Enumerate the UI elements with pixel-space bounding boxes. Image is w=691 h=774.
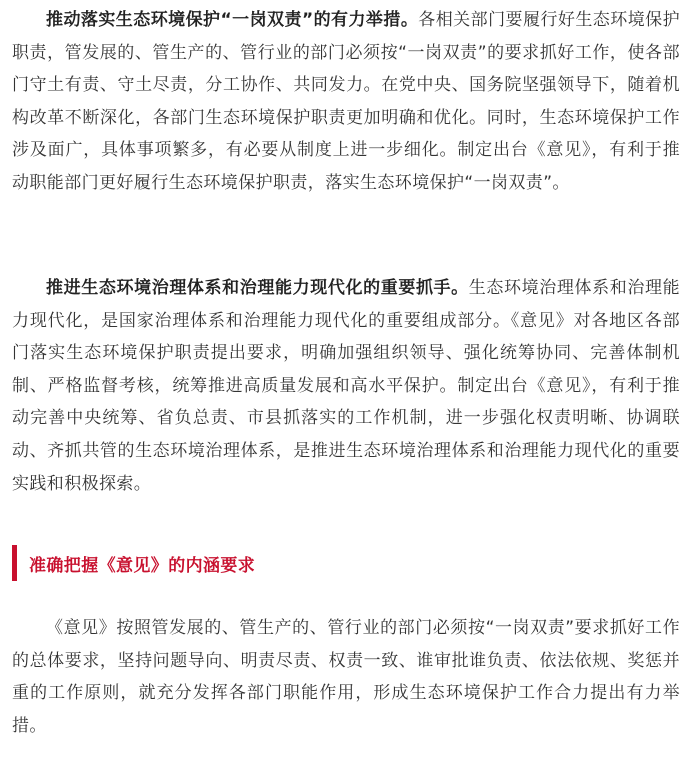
paragraph-text: 各相关部门要履行好生态环境保护职责，管发展的、管生产的、管行业的部门必须按“一岗双责”的要求抓好工作，使各部门守土有责、守土尽责，分工协作、共同发力。在党中央、国务院坚强领导下，随着机构改革不断深化，各部门生态环境保护职责更加明确和优化。同时，生态环境保护工作涉及面广，具体事项繁多，有必要从制度上进一步细化。制定出台《意见》，有利于推动职能部门更好履行生态环境保护职责，落实生态环境保护“一岗双责”。 bbox=[12, 10, 680, 193]
paragraph-text: 《意见》按照管发展的、管生产的、管行业的部门必须按“一岗双责”要求抓好工作的总体要求，坚持问题导向、明责尽责、权责一致、谁审批谁负责、依法依规、奖惩并重的工作原则，就充分发挥各部门职能作用，形成生态环境保护工作合力提出有力举措。 bbox=[12, 618, 680, 736]
paragraph-one-gang-shuang-ze bbox=[12, 4, 680, 200]
paragraph-lead: 推动落实生态环境保护“一岗双责”的有力举措。 bbox=[46, 10, 419, 30]
section-heading-text: 准确把握《意见》的内涵要求 bbox=[29, 555, 256, 576]
section-heading bbox=[12, 545, 680, 581]
paragraph-governance-modernization bbox=[12, 272, 680, 500]
paragraph-requirements bbox=[12, 612, 680, 742]
heading-accent-bar bbox=[12, 545, 17, 581]
paragraph-lead: 推进生态环境治理体系和治理能力现代化的重要抓手。 bbox=[46, 278, 469, 298]
paragraph-text: 生态环境治理体系和治理能力现代化，是国家治理体系和治理能力现代化的重要组成部分。《意见》对各地区各部门落实生态环境保护职责提出要求，明确加强组织领导、强化统筹协同、完善体制机制、严格监督考核，统筹推进高质量发展和高水平保护。制定出台《意见》，有利于推动完善中央统筹、省负总责、市县抓落实的工作机制，进一步强化权责明晰、协调联动、齐抓共管的生态环境治理体系，是推进生态环境治理体系和治理能力现代化的重要实践和积极探索。 bbox=[12, 278, 680, 494]
